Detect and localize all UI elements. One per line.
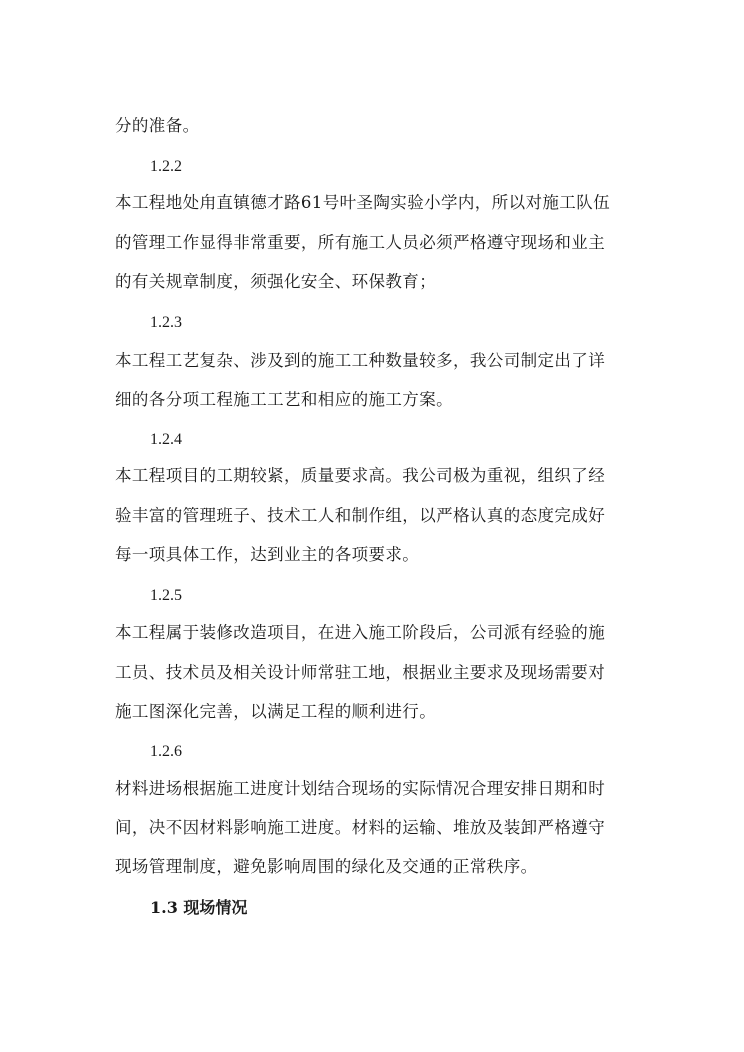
paragraph-line: 的管理工作显得非常重要，所有施工人员必须严格遵守现场和业主: [115, 233, 606, 252]
subsection-number: 1.2.4: [150, 431, 182, 448]
paragraph-line: 每一项具体工作，达到业主的各项要求。: [115, 545, 420, 564]
paragraph-line: 验丰富的管理班子、技术工人和制作组，以严格认真的态度完成好: [115, 506, 606, 525]
paragraph-line: 本工程工艺复杂、涉及到的施工工种数量较多，我公司制定出了详: [115, 351, 606, 370]
subsection-number: 1.2.3: [150, 314, 182, 331]
section-heading: 1.3 现场情况: [150, 898, 248, 917]
paragraph-line: 本工程项目的工期较紧，质量要求高。我公司极为重视，组织了经: [115, 466, 606, 485]
paragraph-line: 施工图深化完善，以满足工程的顺利进行。: [115, 702, 437, 721]
paragraph-line: 本工程地处甪直镇德才路61号叶圣陶实验小学内，所以对施工队伍: [115, 193, 610, 212]
subsection-number: 1.2.6: [150, 743, 182, 760]
subsection-number: 1.2.2: [150, 158, 182, 175]
continuation-text: 分的准备。: [115, 116, 200, 135]
paragraph-line: 工员、技术员及相关设计师常驻工地，根据业主要求及现场需要对: [115, 663, 606, 682]
paragraph-line: 现场管理制度，避免影响周围的绿化及交通的正常秩序。: [115, 857, 538, 876]
paragraph-line: 材料进场根据施工进度计划结合现场的实际情况合理安排日期和时: [115, 779, 606, 798]
paragraph-line: 本工程属于装修改造项目，在进入施工阶段后，公司派有经验的施: [115, 623, 606, 642]
subsection-number: 1.2.5: [150, 587, 182, 604]
paragraph-line: 间，决不因材料影响施工进度。材料的运输、堆放及装卸严格遵守: [115, 818, 606, 837]
paragraph-line: 的有关规章制度，须强化安全、环保教育；: [115, 272, 437, 291]
paragraph-line: 细的各分项工程施工工艺和相应的施工方案。: [115, 390, 453, 409]
